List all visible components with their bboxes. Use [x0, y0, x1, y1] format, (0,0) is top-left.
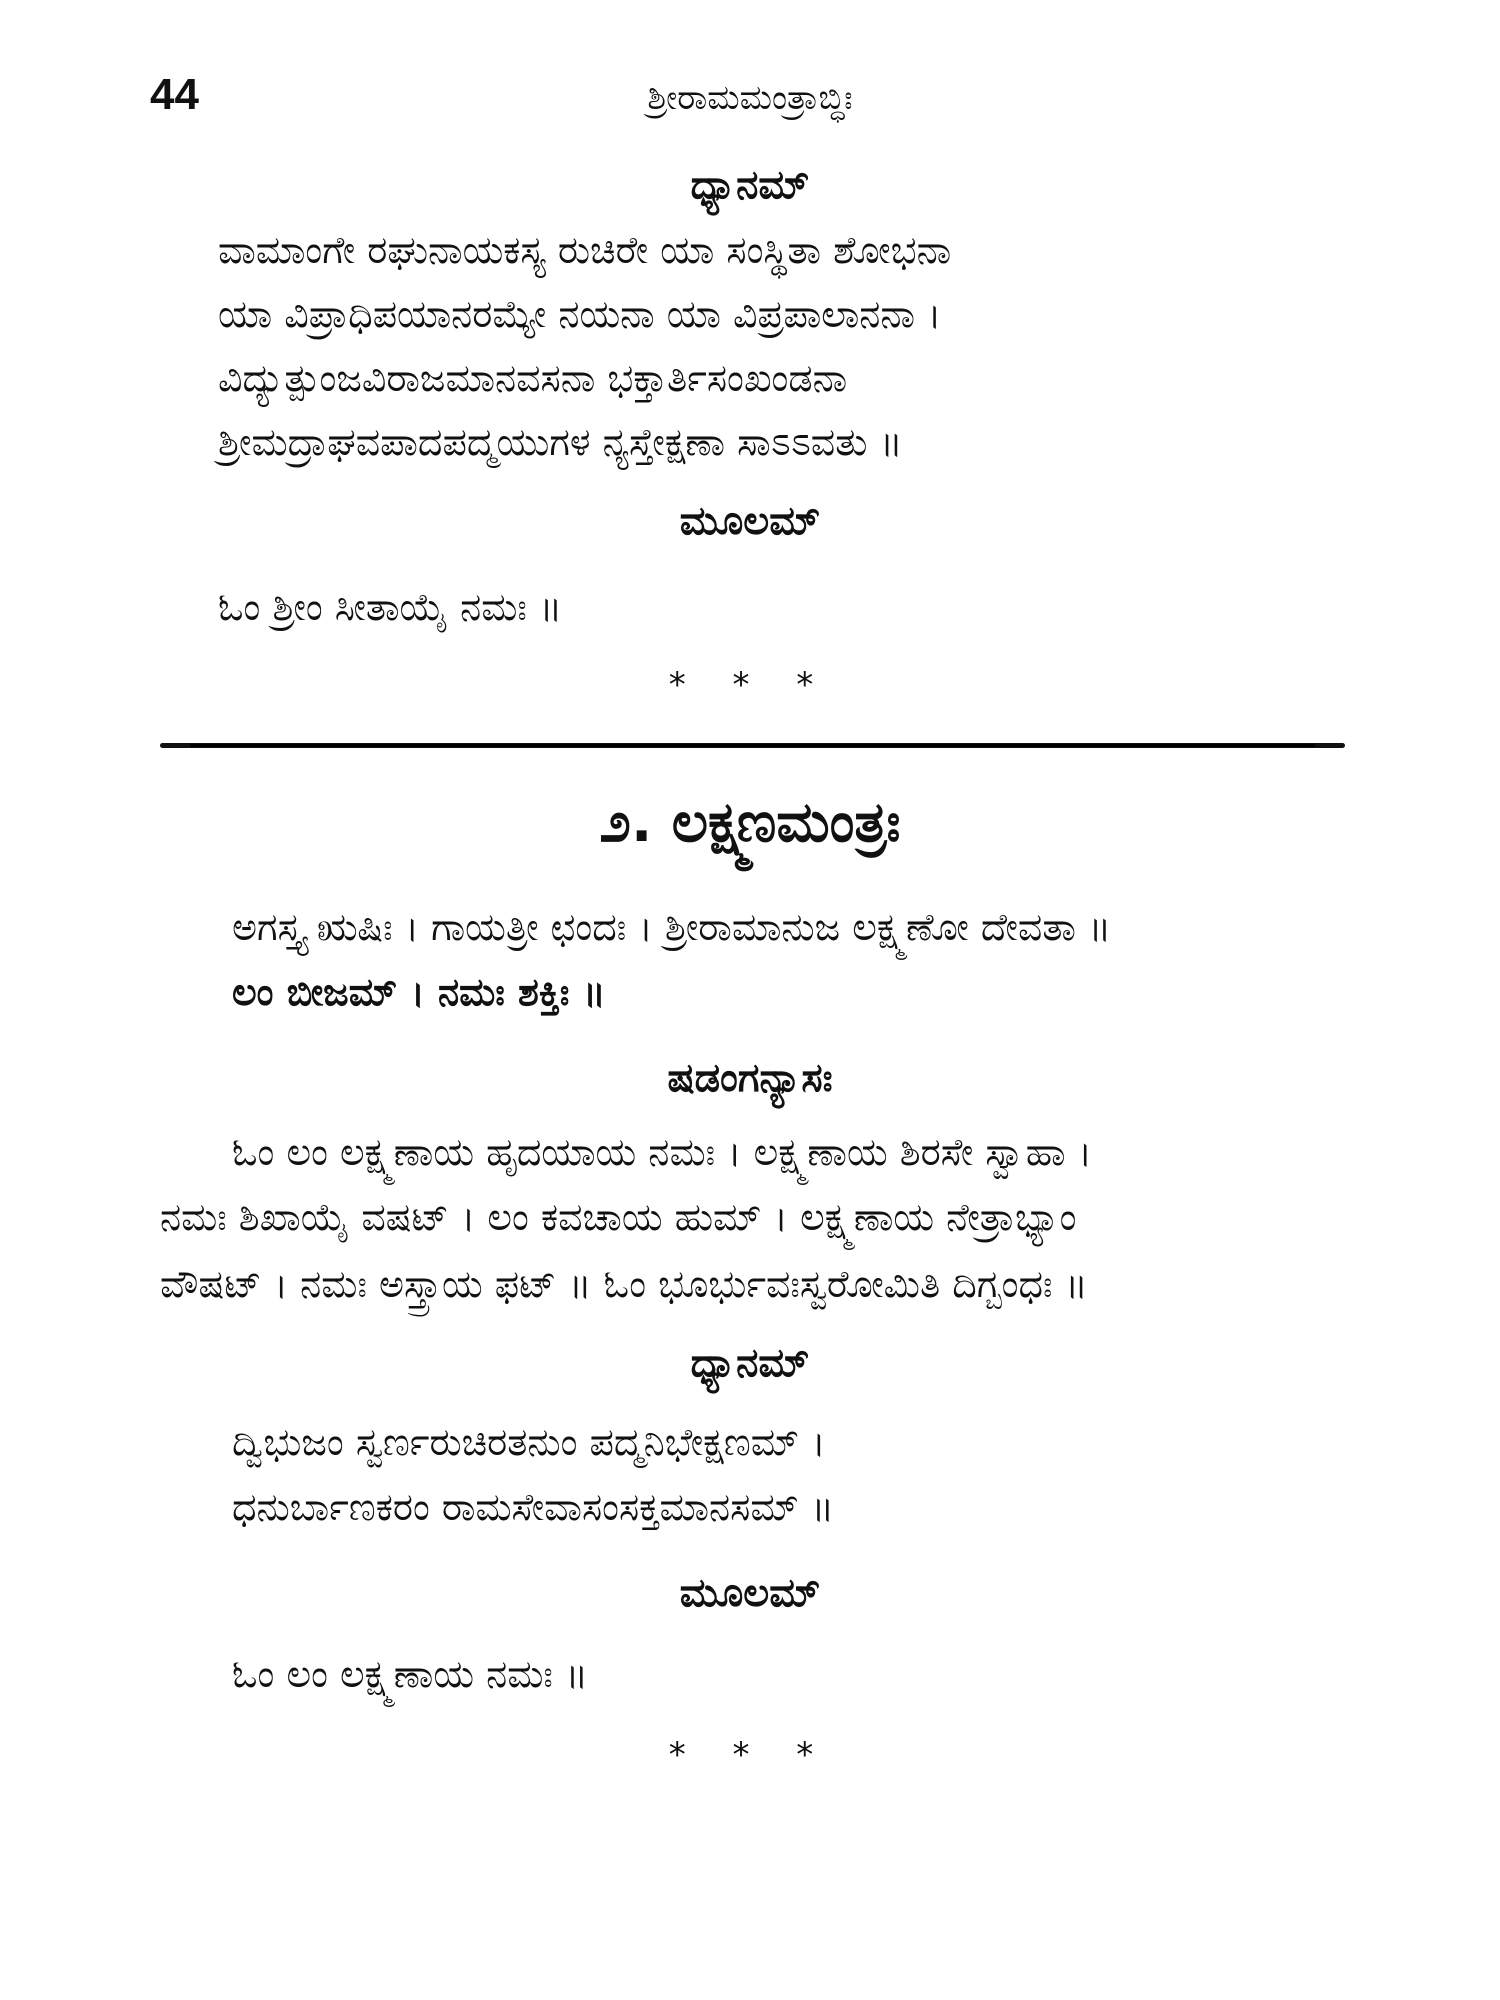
section-stars-1: * * * — [668, 665, 832, 705]
nyasa-line-2: ನಮಃ ಶಿಖಾಯೈ ವಷಟ್ । ಲಂ ಕವಚಾಯ ಹುಮ್ । ಲಕ್ಷ್ಮಣಾಯ ನೇತ್ರಾಭ್ಯಾಂ — [160, 1195, 1077, 1239]
nyasa-line-3: ವೌಷಟ್ । ನಮಃ ಅಸ್ತ್ರಾಯ ಫಟ್ ॥ ಓಂ ಭೂರ್ಭುವಃಸ್ವರೋಮಿತಿ ದಿಗ್ಬಂಧಃ ॥ — [160, 1262, 1088, 1306]
dhyana2-line-1: ದ್ವಿಭುಜಂ ಸ್ವರ್ಣರುಚಿರತನುಂ ಪದ್ಮನಿಭೇಕ್ಷಣಮ್ । — [232, 1420, 826, 1464]
nyasa-line-1: ಓಂ ಲಂ ಲಕ್ಷ್ಮಣಾಯ ಹೃದಯಾಯ ನಮಃ । ಲಕ್ಷ್ಮಣಾಯ ಶಿರಸೇ ಸ್ವಾಹಾ । — [232, 1130, 1093, 1174]
nyasa-heading: ಷಡಂಗನ್ಯಾಸಃ — [667, 1055, 833, 1101]
chapter-title: ೨. ಲಕ್ಷ್ಮಣಮಂತ್ರಃ — [599, 790, 901, 855]
dhyana-line-3: ವಿದ್ಯುತ್ಪುಂಜವಿರಾಜಮಾನವಸನಾ ಭಕ್ತಾರ್ತಿಸಂಖಂಡನಾ — [218, 356, 848, 400]
dhyana2-line-2: ಧನುರ್ಬಾಣಕರಂ ರಾಮಸೇವಾಸಂಸಕ್ತಮಾನಸಮ್ ॥ — [232, 1485, 835, 1529]
rishi-line: ಅಗಸ್ತ್ಯ ಋಷಿಃ । ಗಾಯತ್ರೀ ಛಂದಃ । ಶ್ರೀರಾಮಾನುಜ ಲಕ್ಷ್ಮಣೋ ದೇವತಾ ॥ — [232, 905, 1112, 949]
page-number: 44 — [150, 70, 199, 119]
dhyana-line-1: ವಾಮಾಂಗೇ ರಘುನಾಯಕಸ್ಯ ರುಚಿರೇ ಯಾ ಸಂಸ್ಥಿತಾ ಶೋಭನಾ — [218, 228, 952, 272]
dhyana-heading-2: ಧ್ಯಾನಮ್ — [690, 1340, 810, 1386]
dhyana-heading-1: ಧ್ಯಾನಮ್ — [690, 162, 810, 208]
bija-line: ಲಂ ಬೀಜಮ್ । ನಮಃ ಶಕ್ತಿಃ ॥ — [232, 970, 606, 1014]
mula-heading-1: ಮೂಲಮ್ — [679, 498, 821, 544]
dhyana-line-4: ಶ್ರೀಮದ್ರಾಘವಪಾದಪದ್ಮಯುಗಳ ನ್ಯಸ್ತೇಕ್ಷಣಾ ಸಾಽಽವತು ॥ — [218, 420, 903, 464]
section-stars-2: * * * — [668, 1735, 832, 1775]
mula-heading-2: ಮೂಲಮ್ — [679, 1570, 821, 1616]
mula-line-2: ಓಂ ಲಂ ಲಕ್ಷ್ಮಣಾಯ ನಮಃ ॥ — [232, 1652, 589, 1696]
section-divider — [160, 743, 1345, 748]
mula-line-1: ಓಂ ಶ್ರೀಂ ಸೀತಾಯೈ ನಮಃ ॥ — [218, 585, 563, 629]
dhyana-line-2: ಯಾ ವಿಪ್ರಾಧಿಪಯಾನರಮ್ಯೇ ನಯನಾ ಯಾ ವಿಪ್ರಪಾಲಾನನಾ । — [218, 292, 942, 336]
running-title: ಶ್ರೀರಾಮಮಂತ್ರಾಬ್ಧಿಃ — [647, 78, 853, 118]
